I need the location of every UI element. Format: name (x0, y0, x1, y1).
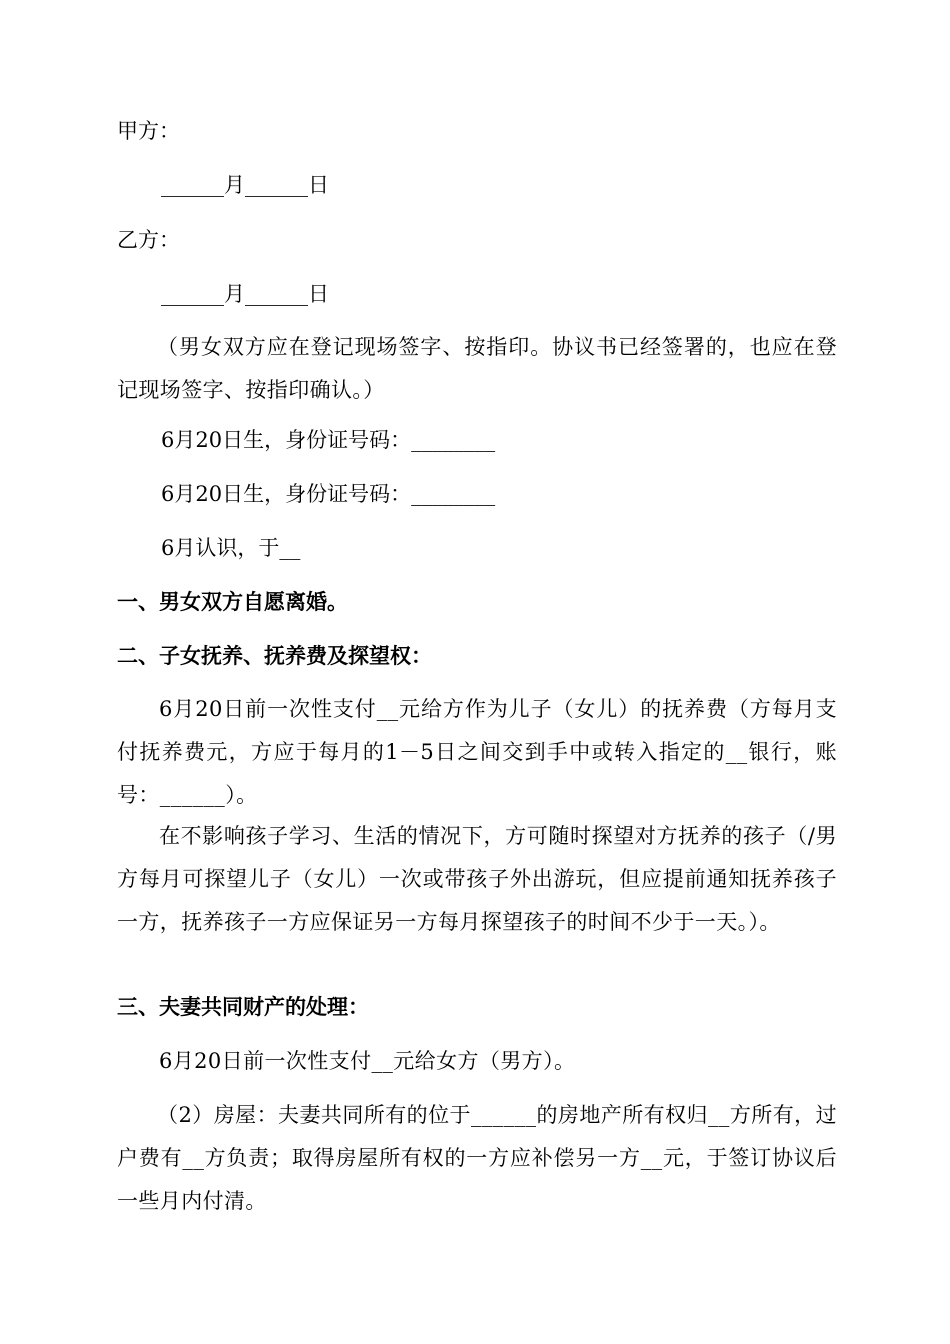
party-b-label: 乙方： (117, 228, 180, 252)
info-line-3: 6月认识，于__ (161, 536, 301, 560)
info-line-2: 6月20日生，身份证号码：________ (161, 482, 496, 506)
section-3-paragraph-2: （2）房屋：夫妻共同所有的位于______的房地产所有权归__方所有，过户费有__方负责；取得房屋所有权的一方应补偿另一方__元，于签订协议后一些月内付清。 (117, 1103, 837, 1213)
party-b-date: ______月______日 (161, 282, 329, 306)
info-line-1: 6月20日生，身份证号码：________ (161, 428, 496, 452)
section-2-paragraph-1: 6月20日前一次性支付__元给方作为儿子（女儿）的抚养费（方每月支付抚养费元，方应于每月的1－5日之间交到手中或转入指定的__银行，账号：______）。 (117, 697, 837, 807)
party-a-date: ______月______日 (161, 173, 329, 197)
section-2-paragraph-2: 在不影响孩子学习、生活的情况下，方可随时探望对方抚养的孩子（/男方每月可探望儿子（女儿）一次或带孩子外出游玩，但应提前通知抚养孩子一方，抚养孩子一方应保证另一方每月探望孩子的时间不少于一天。）。 (117, 824, 837, 934)
section-1-heading: 一、男女双方自愿离婚。 (117, 589, 348, 614)
section-3-heading: 三、夫妻共同财产的处理： (117, 994, 369, 1019)
signing-note: （男女双方应在登记现场签字、按指印。协议书已经签署的，也应在登记现场签字、按指印确认。） (117, 335, 837, 402)
party-a-label: 甲方： (117, 119, 180, 143)
section-2-heading: 二、子女抚养、抚养费及探望权： (117, 643, 432, 668)
section-3-paragraph-1: 6月20日前一次性支付__元给女方（男方）。 (159, 1049, 576, 1073)
